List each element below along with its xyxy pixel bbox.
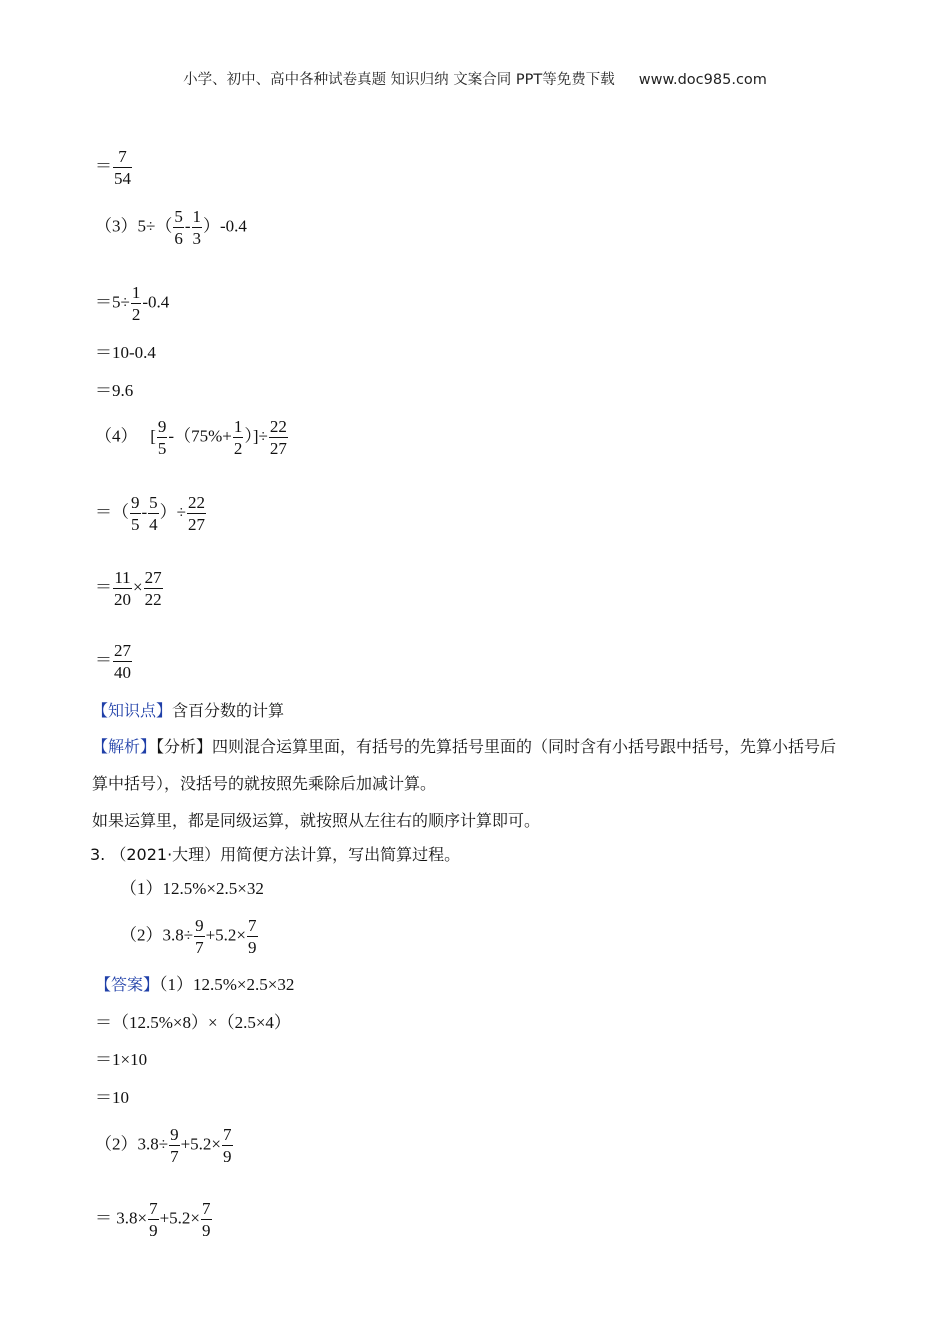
denominator: 54 — [114, 169, 131, 188]
numerator: 1 — [233, 417, 243, 436]
step-line-3 — [95, 282, 169, 325]
page-header — [0, 68, 950, 89]
numerator: 9 — [195, 916, 204, 935]
numerator: 7 — [202, 1199, 211, 1218]
denominator: 7 — [195, 938, 204, 957]
denominator: 9 — [248, 938, 257, 957]
fraction — [201, 1198, 212, 1241]
denominator: 6 — [174, 229, 183, 248]
expr-text: -0.4 — [142, 292, 170, 312]
numerator: 11 — [114, 568, 131, 587]
fraction — [148, 1198, 159, 1241]
answer-text: （1）12.5%×2.5×32 — [159, 975, 295, 994]
analysis-text: 【分析】四则混合运算里面，有括号的先算括号里面的（同时含有小括号跟中括号，先算小括号后算中括号），没括号的就按照先乘除后加减计算。 — [92, 737, 837, 793]
fraction — [192, 206, 203, 249]
header-text: 小学、初中、高中各种试卷真题 知识归纳 文案合同 PPT等免费下载 — [183, 72, 615, 88]
question-3: 3. （2021·大理）用简便方法计算，写出简算过程。 — [90, 845, 461, 864]
fraction — [113, 146, 132, 189]
expr-text: × — [133, 577, 143, 597]
numerator: 1 — [192, 207, 202, 226]
fraction — [247, 915, 258, 958]
denominator: 27 — [269, 439, 287, 458]
knowledge-tag: 【知识点】 — [92, 701, 173, 720]
equals-sign: ＝ — [95, 156, 112, 176]
knowledge-text: 含百分数的计算 — [172, 701, 285, 720]
expr-text: ＝ — [95, 650, 112, 670]
numerator: 7 — [113, 146, 132, 168]
header-url: www.doc985.com — [638, 72, 767, 88]
numerator: 22 — [188, 493, 206, 512]
numerator: 9 — [170, 1125, 179, 1144]
analysis-paragraph — [92, 728, 852, 802]
fraction — [233, 416, 244, 459]
denominator: 2 — [131, 305, 141, 324]
expr-text: -（75%+ — [168, 426, 232, 446]
analysis-tag: 【解析】 — [92, 737, 157, 756]
answer-step-3: ＝10 — [95, 1088, 129, 1107]
numerator: 22 — [269, 417, 287, 436]
answer-tag: 【答案】 — [95, 975, 160, 994]
numerator: 9 — [131, 493, 140, 512]
numerator: 5 — [149, 493, 158, 512]
expr-text: ）]÷ — [244, 426, 268, 446]
question-3-part-2 — [120, 915, 259, 958]
answer-step-2: ＝1×10 — [95, 1050, 148, 1069]
denominator: 3 — [192, 229, 202, 248]
step-line-9 — [95, 640, 133, 683]
expr-text: （4） [ — [95, 426, 156, 446]
numerator: 1 — [131, 283, 141, 302]
fraction — [187, 492, 206, 535]
denominator: 9 — [202, 1221, 211, 1240]
expr-text: ＝5÷ — [95, 292, 130, 312]
expr-text: （2）3.8÷ — [95, 1134, 169, 1154]
denominator: 40 — [114, 663, 131, 682]
denominator: 5 — [157, 439, 167, 458]
expr-text: （3）5÷（ — [95, 216, 173, 236]
fraction — [157, 416, 168, 459]
fraction — [269, 416, 288, 459]
fraction — [173, 206, 184, 249]
denominator: 27 — [188, 515, 206, 534]
step-line-8 — [95, 567, 164, 610]
expr-text: ＝ — [95, 577, 112, 597]
denominator: 4 — [149, 515, 158, 534]
fraction — [113, 640, 132, 683]
answer-part-2-step — [95, 1198, 213, 1241]
expr-text: - — [184, 216, 191, 236]
denominator: 2 — [233, 439, 243, 458]
numerator: 27 — [144, 568, 162, 587]
answer-part-2 — [95, 1124, 234, 1167]
expr-text: ＝ 3.8× — [95, 1208, 148, 1228]
problem-4-line — [95, 416, 289, 459]
expr-text: - — [141, 502, 148, 522]
expr-text: +5.2× — [180, 1134, 222, 1154]
denominator: 9 — [149, 1221, 158, 1240]
answer-line — [95, 976, 294, 993]
numerator: 7 — [149, 1199, 158, 1218]
step-line-4: ＝10-0.4 — [95, 343, 156, 362]
denominator: 5 — [131, 515, 140, 534]
fraction — [194, 915, 205, 958]
expr-text: ）-0.4 — [203, 216, 247, 236]
fraction — [131, 282, 142, 325]
step-line-7 — [95, 492, 207, 535]
fraction — [144, 567, 163, 610]
numerator: 9 — [157, 417, 167, 436]
fraction — [130, 492, 141, 535]
fraction — [148, 492, 159, 535]
denominator: 9 — [223, 1147, 232, 1166]
denominator: 22 — [144, 590, 162, 609]
denominator: 7 — [170, 1147, 179, 1166]
numerator: 7 — [223, 1125, 232, 1144]
fraction — [113, 567, 132, 610]
fraction — [222, 1124, 233, 1167]
knowledge-point — [92, 692, 852, 729]
numerator: 7 — [248, 916, 257, 935]
problem-3-line — [95, 206, 247, 249]
numerator: 5 — [174, 207, 183, 226]
expr-text: （2）3.8÷ — [120, 925, 194, 945]
denominator: 20 — [114, 590, 131, 609]
step-line-1 — [95, 146, 133, 189]
fraction — [169, 1124, 180, 1167]
expr-text: +5.2× — [159, 1208, 201, 1228]
analysis-note: 如果运算里，都是同级运算，就按照从左往右的顺序计算即可。 — [92, 811, 541, 830]
expr-text: +5.2× — [205, 925, 247, 945]
answer-step-1: ＝（12.5%×8）×（2.5×4） — [95, 1013, 291, 1032]
question-3-part-1: （1）12.5%×2.5×32 — [120, 879, 264, 898]
step-line-5: ＝9.6 — [95, 381, 134, 400]
expr-text: ）÷ — [159, 502, 187, 522]
expr-text: ＝（ — [95, 502, 129, 522]
numerator: 27 — [114, 641, 131, 660]
